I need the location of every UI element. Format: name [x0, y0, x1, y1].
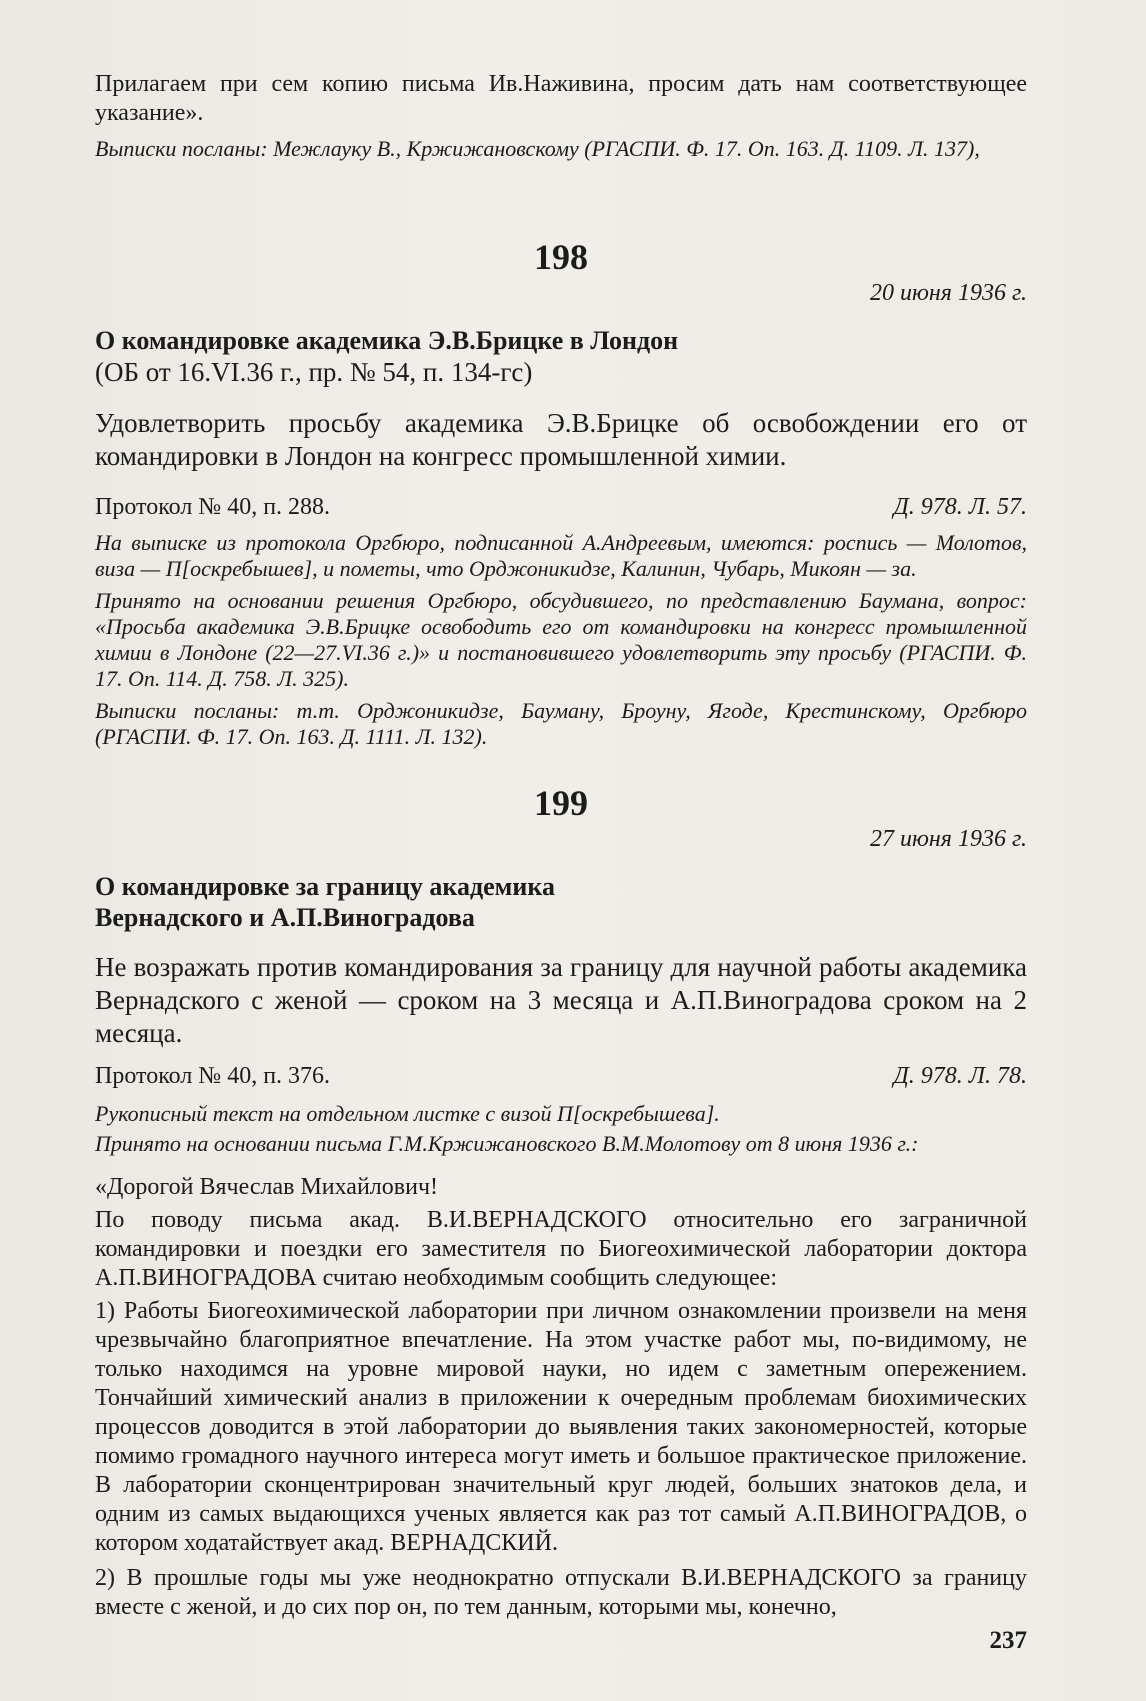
- top-paragraph: Прилагаем при сем копию письма Ив.Наживина, просим дать нам соответствующее указание».: [95, 71, 1027, 126]
- document-198: [95, 236, 1027, 750]
- doc-title: О командировке академика Э.В.Брицке в Лондон: [95, 326, 679, 355]
- doc-number: 199: [534, 783, 588, 823]
- top-note: Выписки посланы: Межлауку В., Кржижановскому (РГАСПИ. Ф. 17. Оп. 163. Д. 1109. Л. 137),: [95, 136, 980, 161]
- archive-ref: Д. 978. Л. 78.: [893, 1063, 1027, 1089]
- letter-salutation: «Дорогой Вячеслав Михайлович!: [95, 1174, 439, 1200]
- letter-paragraph: По поводу письма акад. В.И.ВЕРНАДСКОГО относительно его заграничной командировки и поездки его заместителя по Биогеохимической лаборатории доктора А.П.ВИНОГРАДОВА считаю необходимым сообщить следующее:: [95, 1207, 1027, 1291]
- page-number: 237: [989, 1627, 1027, 1654]
- doc-body: Не возражать против командирования за границу для научной работы академика Вернадского с женой — сроком на 3 месяца и А.П.Виноградова сроком на 2 месяца.: [95, 952, 1027, 1048]
- doc-body: Удовлетворить просьбу академика Э.В.Брицке об освобождении его от командировки в Лондон на конгресс промышленной химии.: [95, 408, 1027, 471]
- doc-note: Выписки посланы: т.т. Орджоникидзе, Бауману, Броуну, Ягоде, Крестинскому, Оргбюро (РГАСПИ. Ф. 17. Оп. 163. Д. 1111. Л. 132).: [95, 698, 1027, 749]
- letter-paragraph: 1) Работы Биогеохимической лаборатории при личном ознакомлении произвели на меня чрезвычайно благоприятное впечатление. На этом участке работ мы, по-видимому, не только находимся на уровне мировой науки, но идем с заметным опережением. Тончайший химический анализ в приложении к очередным проблемам биохимических процессов доводится в этой лаборатории до выявления таких закономерностей, которые помимо громадного научного интереса могут иметь и большое практическое приложение. В лаборатории сконцентрирован значительный круг людей, больших знатоков дела, и одним из самых выдающихся ученых является как раз тот самый А.П.ВИНОГРАДОВ, о котором ходатайствует акад. ВЕРНАДСКИЙ.: [95, 1298, 1027, 1556]
- letter-paragraph: 2) В прошлые годы мы уже неоднократно отпускали В.И.ВЕРНАДСКОГО за границу вместе с женой, и до сих пор он, по тем данным, которыми мы, конечно,: [95, 1565, 1027, 1620]
- protocol: Протокол № 40, п. 288.: [95, 494, 331, 520]
- doc-number: 198: [534, 237, 588, 277]
- doc-date: 20 июня 1936 г.: [869, 280, 1027, 306]
- doc-date: 27 июня 1936 г.: [869, 826, 1027, 852]
- top-block: [95, 70, 1027, 162]
- protocol: Протокол № 40, п. 376.: [95, 1063, 331, 1089]
- doc-note: Рукописный текст на отдельном листке с визой П[оскребышева].: [95, 1101, 720, 1126]
- protocol-row: [95, 1062, 1027, 1091]
- document-199: [95, 782, 1027, 1622]
- doc-note: На выписке из протокола Оргбюро, подписанной А.Андреевым, имеются: роспись — Молотов, виза — П[оскребышев], и пометы, что Орджоникидзе, Калинин, Чубарь, Микоян — за.: [95, 530, 1027, 581]
- doc-subtitle: (ОБ от 16.VI.36 г., пр. № 54, п. 134-гс): [95, 357, 533, 387]
- doc-title: О командировке за границу академика: [95, 872, 555, 901]
- doc-title: Вернадского и А.П.Виноградова: [95, 903, 475, 932]
- archive-ref: Д. 978. Л. 57.: [893, 494, 1027, 520]
- protocol-row: [95, 493, 1027, 522]
- doc-note: Принято на основании решения Оргбюро, обсудившего, по представлению Баумана, вопрос: «Просьба академика Э.В.Брицке освободить его от командировки на конгресс промышленной химии в Лондоне (22—27.VI.36 г.)» и постановившего удовлетворить эту просьбу (РГАСПИ. Ф. 17. Оп. 114. Д. 758. Л. 325).: [95, 588, 1027, 691]
- doc-note: Принято на основании письма Г.М.Кржижановского В.М.Молотову от 8 июня 1936 г.:: [95, 1131, 919, 1156]
